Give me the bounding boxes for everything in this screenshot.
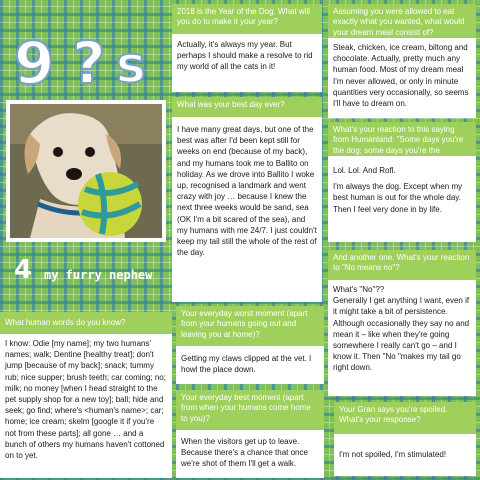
answer-paragraph: When the visitors get up to leave. Because there's a chance that once we're shot of them I'll get a walk.	[181, 437, 308, 469]
answer-paragraph: Steak, chicken, ice cream, biltong and chocolate. Actually, pretty much any human food. Most of my dream meal I'm never allowed, or only in minute quantities very occasionally, so seems I'll have to dream on.	[333, 43, 469, 108]
answer-text	[328, 162, 476, 223]
answer-text	[328, 281, 476, 382]
qa-best-moment	[176, 390, 324, 478]
answer-text	[334, 446, 476, 468]
question-text: And another one. What's your reaction to "No means no"?	[328, 250, 476, 280]
title-question-mark: ?	[72, 29, 106, 97]
question-text: What was your best day ever?	[172, 97, 322, 117]
photo-frame	[6, 100, 166, 242]
question-text: Your everyday worst moment (apart from your humans going out and leaving you at home)?	[176, 306, 324, 346]
caption-number: 4	[14, 255, 33, 285]
question-text: 2018 is the Year of the Dog. What will you do to make it your year?	[172, 4, 322, 34]
answer-paragraph: I'm always the dog. Except when my best human is out for the whole day. Then I feel very done in by life.	[333, 182, 463, 214]
answer-text	[176, 433, 324, 478]
question-text: Assuming you were allowed to eat exactly what you wanted, what would your dream meal consist of?	[328, 4, 476, 38]
dog-photo	[10, 104, 162, 238]
qa-worst-moment	[176, 306, 324, 384]
title-s: s	[116, 36, 146, 94]
answer-text	[0, 335, 172, 469]
answer-paragraph: What's "No"??	[333, 285, 385, 294]
answer-paragraph: Generally I get anything I want, even if it might take a bit of persistence. Although occasionally they say no and mean it – like when they're going somewhere I really can't go – and I know it. Then "No "makes my tail go right down.	[333, 296, 470, 373]
qa-human-words	[0, 312, 172, 478]
qa-hydrant	[328, 122, 476, 242]
title-nine: 9	[14, 29, 55, 97]
qa-best-day	[172, 97, 322, 302]
question-text: What human words do you know?	[0, 312, 172, 334]
caption-text: my furry nephew	[44, 268, 153, 282]
answer-text	[328, 39, 476, 117]
answer-text	[172, 121, 322, 266]
answer-paragraph: I have many great days, but one of the best was after I'd been kept still for weeks on end (because of my back), and my humans took me to Ballito on holiday. As we drove into Ballito I woke up, recognised a landmark and went crazy with joy … because I knew the next three weeks would be sand, sea (OK I'm a bit scared of the sea), and my humans with me 24/7. I just couldn't keep my tail still the whole of the rest of the day.	[177, 125, 317, 258]
question-text: What's your reaction to this saying from Humanland: "Some days you're the dog; some days you're the hydrant"?	[328, 122, 476, 156]
qa-year-of-dog	[172, 4, 322, 92]
answer-paragraph: Lol. Lol. And Rofl.	[333, 166, 396, 175]
qa-dream-meal	[328, 4, 476, 118]
question-text: Your everyday best moment (apart from when your humans come home to you)?	[176, 390, 324, 430]
dog-with-ball-illustration	[10, 104, 162, 238]
answer-text	[172, 36, 322, 81]
answer-paragraph: Getting my claws clipped at the vet. I howl the place down.	[181, 354, 312, 375]
answer-paragraph: Actually, it's always my year. But perhaps I should make a resolve to rid my world of all the cats in it!	[177, 40, 313, 72]
answer-paragraph: I know: Odie [my name]; my two humans' names; walk; Dentine [healthy treat]; don't jump [because of my back]; snack; tummy rub; nice supper; brush teeth; car coming; no; milk; no money [when I head straight to the pet supply shop for a new toy]; ball; hide and seek; go find; where's <human's name>; car; home; ice cream; skelm [google it if you're not from these parts]; all gone … and a bunch of others my humans haven't cottoned on to yet.	[5, 339, 166, 460]
qa-no-means-no	[328, 250, 476, 396]
qa-spoiled	[334, 402, 476, 476]
question-text: Your Gran says you're spoiled. What's your response?	[334, 402, 476, 434]
answer-paragraph: I'm not spoiled, I'm stimulated!	[339, 450, 447, 459]
answer-text	[176, 350, 324, 383]
